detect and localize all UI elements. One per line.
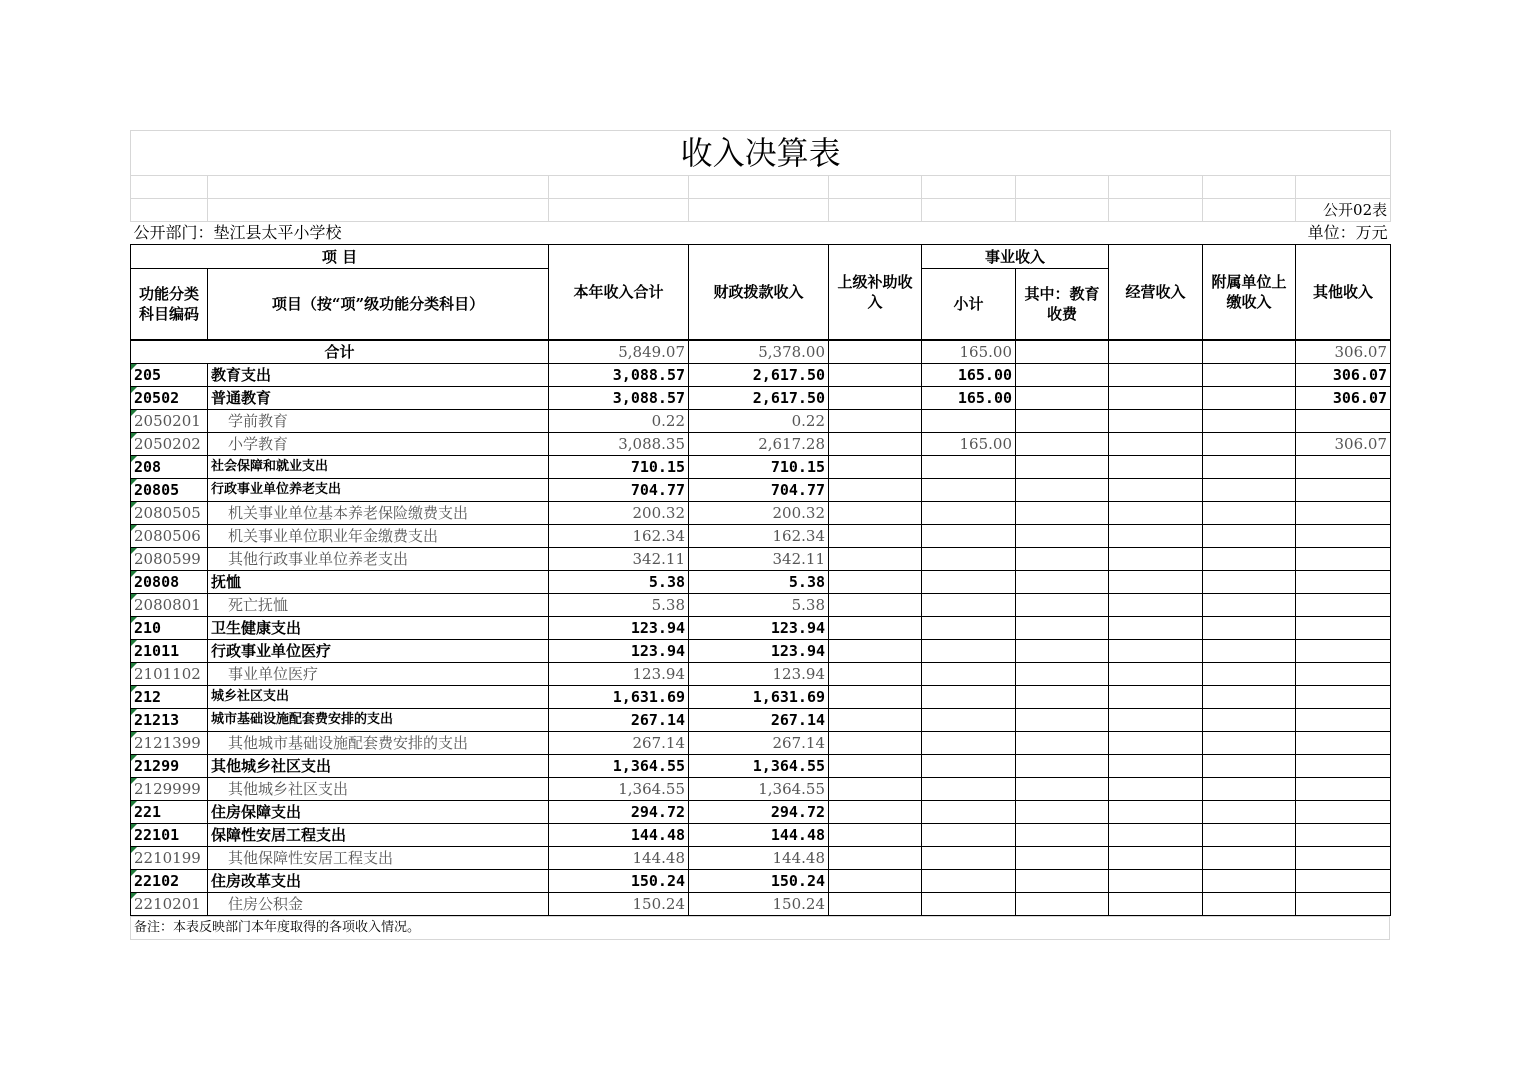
row-operating bbox=[1109, 801, 1203, 824]
row-code: 21011 bbox=[131, 640, 208, 663]
row-edu-fee bbox=[1016, 387, 1109, 410]
row-affiliate bbox=[1203, 548, 1296, 571]
row-edu-fee bbox=[1016, 456, 1109, 479]
header-affiliate: 附属单位上缴收入 bbox=[1203, 245, 1296, 340]
row-total: 267.14 bbox=[549, 709, 689, 732]
row-subtotal bbox=[922, 663, 1016, 686]
row-name: 社会保障和就业支出 bbox=[208, 456, 549, 479]
row-other bbox=[1296, 663, 1391, 686]
row-subtotal bbox=[922, 479, 1016, 502]
row-code: 21299 bbox=[131, 755, 208, 778]
row-name: 卫生健康支出 bbox=[208, 617, 549, 640]
row-superior bbox=[829, 364, 922, 387]
row-fiscal: 5.38 bbox=[689, 571, 829, 594]
header-superior: 上级补助收入 bbox=[829, 245, 922, 340]
row-superior bbox=[829, 387, 922, 410]
row-name: 其他保障性安居工程支出 bbox=[208, 847, 549, 870]
row-name: 住房保障支出 bbox=[208, 801, 549, 824]
unit-label: 单位：万元 bbox=[1307, 223, 1388, 242]
header-name: 项目（按“项”级功能分类科目） bbox=[208, 269, 549, 340]
header-edu-fee: 其中：教育收费 bbox=[1016, 269, 1109, 340]
row-affiliate bbox=[1203, 525, 1296, 548]
row-name: 行政事业单位医疗 bbox=[208, 640, 549, 663]
total-fiscal: 5,378.00 bbox=[689, 341, 829, 364]
row-fiscal: 1,631.69 bbox=[689, 686, 829, 709]
table-row bbox=[131, 663, 1391, 686]
row-operating bbox=[1109, 433, 1203, 456]
row-subtotal bbox=[922, 410, 1016, 433]
table-row bbox=[131, 479, 1391, 502]
table-row bbox=[131, 709, 1391, 732]
row-code: 2050202 bbox=[131, 433, 208, 456]
total-label: 合计 bbox=[131, 341, 549, 364]
row-operating bbox=[1109, 548, 1203, 571]
table-row bbox=[131, 847, 1391, 870]
row-affiliate bbox=[1203, 479, 1296, 502]
row-other bbox=[1296, 893, 1391, 916]
row-fiscal: 144.48 bbox=[689, 847, 829, 870]
row-fiscal: 150.24 bbox=[689, 893, 829, 916]
row-subtotal: 165.00 bbox=[922, 387, 1016, 410]
row-edu-fee bbox=[1016, 893, 1109, 916]
row-name: 教育支出 bbox=[208, 364, 549, 387]
row-affiliate bbox=[1203, 847, 1296, 870]
table-row bbox=[131, 387, 1391, 410]
row-total: 5.38 bbox=[549, 571, 689, 594]
table-header bbox=[130, 244, 1391, 340]
row-code: 2050201 bbox=[131, 410, 208, 433]
row-fiscal: 200.32 bbox=[689, 502, 829, 525]
row-total: 150.24 bbox=[549, 870, 689, 893]
total-row bbox=[131, 341, 1391, 364]
row-affiliate bbox=[1203, 778, 1296, 801]
header-business-group: 事业收入 bbox=[922, 245, 1109, 269]
row-affiliate bbox=[1203, 571, 1296, 594]
row-total: 342.11 bbox=[549, 548, 689, 571]
row-total: 1,364.55 bbox=[549, 755, 689, 778]
row-edu-fee bbox=[1016, 778, 1109, 801]
row-subtotal bbox=[922, 571, 1016, 594]
row-subtotal: 165.00 bbox=[922, 364, 1016, 387]
row-code: 2080506 bbox=[131, 525, 208, 548]
row-affiliate bbox=[1203, 801, 1296, 824]
row-total: 267.14 bbox=[549, 732, 689, 755]
row-fiscal: 162.34 bbox=[689, 525, 829, 548]
row-operating bbox=[1109, 594, 1203, 617]
row-fiscal: 2,617.50 bbox=[689, 387, 829, 410]
row-total: 144.48 bbox=[549, 847, 689, 870]
row-code: 22102 bbox=[131, 870, 208, 893]
row-fiscal: 267.14 bbox=[689, 709, 829, 732]
row-code: 210 bbox=[131, 617, 208, 640]
row-other bbox=[1296, 548, 1391, 571]
form-number-row bbox=[131, 199, 1391, 222]
row-operating bbox=[1109, 824, 1203, 847]
row-affiliate bbox=[1203, 364, 1296, 387]
row-fiscal: 294.72 bbox=[689, 801, 829, 824]
header-other: 其他收入 bbox=[1296, 245, 1391, 340]
total-operating bbox=[1109, 341, 1203, 364]
table-row bbox=[131, 732, 1391, 755]
row-edu-fee bbox=[1016, 640, 1109, 663]
table-row bbox=[131, 456, 1391, 479]
row-total: 1,364.55 bbox=[549, 778, 689, 801]
total-edu-fee bbox=[1016, 341, 1109, 364]
row-edu-fee bbox=[1016, 479, 1109, 502]
row-name: 普通教育 bbox=[208, 387, 549, 410]
row-superior bbox=[829, 640, 922, 663]
row-name: 行政事业单位养老支出 bbox=[208, 479, 549, 502]
income-table bbox=[130, 340, 1391, 916]
row-code: 208 bbox=[131, 456, 208, 479]
header-operating: 经营收入 bbox=[1109, 245, 1203, 340]
row-other bbox=[1296, 824, 1391, 847]
row-superior bbox=[829, 824, 922, 847]
row-other: 306.07 bbox=[1296, 433, 1391, 456]
row-subtotal bbox=[922, 893, 1016, 916]
total-other: 306.07 bbox=[1296, 341, 1391, 364]
row-operating bbox=[1109, 617, 1203, 640]
header-subtotal: 小计 bbox=[922, 269, 1016, 340]
blank-grid-row bbox=[131, 176, 1391, 199]
row-fiscal: 1,364.55 bbox=[689, 778, 829, 801]
row-superior bbox=[829, 801, 922, 824]
row-name: 小学教育 bbox=[208, 433, 549, 456]
row-name: 抚恤 bbox=[208, 571, 549, 594]
row-affiliate bbox=[1203, 410, 1296, 433]
row-edu-fee bbox=[1016, 525, 1109, 548]
row-edu-fee bbox=[1016, 502, 1109, 525]
row-superior bbox=[829, 548, 922, 571]
row-edu-fee bbox=[1016, 617, 1109, 640]
row-total: 1,631.69 bbox=[549, 686, 689, 709]
row-affiliate bbox=[1203, 870, 1296, 893]
table-row bbox=[131, 686, 1391, 709]
table-row bbox=[131, 824, 1391, 847]
row-superior bbox=[829, 732, 922, 755]
row-fiscal: 710.15 bbox=[689, 456, 829, 479]
row-code: 2101102 bbox=[131, 663, 208, 686]
row-operating bbox=[1109, 709, 1203, 732]
row-fiscal: 1,364.55 bbox=[689, 755, 829, 778]
row-superior bbox=[829, 594, 922, 617]
row-operating bbox=[1109, 410, 1203, 433]
row-other bbox=[1296, 709, 1391, 732]
table-row bbox=[131, 594, 1391, 617]
row-total: 294.72 bbox=[549, 801, 689, 824]
row-name: 学前教育 bbox=[208, 410, 549, 433]
department-label: 公开部门：垫江县太平小学校 bbox=[133, 223, 342, 242]
row-name: 机关事业单位基本养老保险缴费支出 bbox=[208, 502, 549, 525]
row-total: 144.48 bbox=[549, 824, 689, 847]
row-subtotal bbox=[922, 640, 1016, 663]
row-other bbox=[1296, 594, 1391, 617]
row-operating bbox=[1109, 686, 1203, 709]
table-row bbox=[131, 433, 1391, 456]
row-subtotal bbox=[922, 686, 1016, 709]
row-other bbox=[1296, 801, 1391, 824]
row-other bbox=[1296, 755, 1391, 778]
row-other bbox=[1296, 870, 1391, 893]
row-affiliate bbox=[1203, 502, 1296, 525]
row-other bbox=[1296, 410, 1391, 433]
row-operating bbox=[1109, 893, 1203, 916]
row-subtotal bbox=[922, 870, 1016, 893]
row-operating bbox=[1109, 755, 1203, 778]
row-edu-fee bbox=[1016, 870, 1109, 893]
row-other bbox=[1296, 479, 1391, 502]
row-subtotal bbox=[922, 456, 1016, 479]
footnote: 备注：本表反映部门本年度取得的各项收入情况。 bbox=[131, 917, 1390, 940]
row-edu-fee bbox=[1016, 571, 1109, 594]
row-superior bbox=[829, 778, 922, 801]
row-name: 住房改革支出 bbox=[208, 870, 549, 893]
row-superior bbox=[829, 479, 922, 502]
row-fiscal: 2,617.28 bbox=[689, 433, 829, 456]
row-other bbox=[1296, 502, 1391, 525]
row-subtotal bbox=[922, 755, 1016, 778]
row-subtotal bbox=[922, 709, 1016, 732]
row-superior bbox=[829, 893, 922, 916]
row-total: 162.34 bbox=[549, 525, 689, 548]
row-code: 2121399 bbox=[131, 732, 208, 755]
row-total: 200.32 bbox=[549, 502, 689, 525]
row-total: 3,088.57 bbox=[549, 387, 689, 410]
row-other bbox=[1296, 571, 1391, 594]
row-operating bbox=[1109, 387, 1203, 410]
row-code: 221 bbox=[131, 801, 208, 824]
row-other bbox=[1296, 686, 1391, 709]
row-name: 城市基础设施配套费安排的支出 bbox=[208, 709, 549, 732]
row-affiliate bbox=[1203, 456, 1296, 479]
table-row bbox=[131, 410, 1391, 433]
row-edu-fee bbox=[1016, 732, 1109, 755]
row-fiscal: 123.94 bbox=[689, 663, 829, 686]
row-name: 住房公积金 bbox=[208, 893, 549, 916]
row-edu-fee bbox=[1016, 548, 1109, 571]
row-code: 20805 bbox=[131, 479, 208, 502]
row-fiscal: 5.38 bbox=[689, 594, 829, 617]
row-edu-fee bbox=[1016, 686, 1109, 709]
row-superior bbox=[829, 525, 922, 548]
row-operating bbox=[1109, 870, 1203, 893]
row-fiscal: 2,617.50 bbox=[689, 364, 829, 387]
row-subtotal bbox=[922, 525, 1016, 548]
row-total: 123.94 bbox=[549, 617, 689, 640]
row-affiliate bbox=[1203, 433, 1296, 456]
row-subtotal bbox=[922, 801, 1016, 824]
row-superior bbox=[829, 433, 922, 456]
row-other bbox=[1296, 847, 1391, 870]
row-other bbox=[1296, 640, 1391, 663]
row-subtotal bbox=[922, 847, 1016, 870]
table-row bbox=[131, 502, 1391, 525]
row-subtotal: 165.00 bbox=[922, 433, 1016, 456]
row-operating bbox=[1109, 778, 1203, 801]
row-operating bbox=[1109, 502, 1203, 525]
row-name: 事业单位医疗 bbox=[208, 663, 549, 686]
row-edu-fee bbox=[1016, 433, 1109, 456]
row-edu-fee bbox=[1016, 410, 1109, 433]
row-total: 5.38 bbox=[549, 594, 689, 617]
total-subtotal: 165.00 bbox=[922, 341, 1016, 364]
page-title: 收入决算表 bbox=[131, 131, 1391, 176]
total-superior bbox=[829, 341, 922, 364]
row-other bbox=[1296, 456, 1391, 479]
row-total: 3,088.35 bbox=[549, 433, 689, 456]
row-name: 其他城市基础设施配套费安排的支出 bbox=[208, 732, 549, 755]
table-row bbox=[131, 617, 1391, 640]
row-code: 20808 bbox=[131, 571, 208, 594]
dept-unit-row bbox=[131, 222, 1391, 245]
row-name: 机关事业单位职业年金缴费支出 bbox=[208, 525, 549, 548]
row-superior bbox=[829, 686, 922, 709]
row-subtotal bbox=[922, 732, 1016, 755]
row-other bbox=[1296, 617, 1391, 640]
row-superior bbox=[829, 456, 922, 479]
row-other: 306.07 bbox=[1296, 387, 1391, 410]
row-code: 2080505 bbox=[131, 502, 208, 525]
row-total: 710.15 bbox=[549, 456, 689, 479]
row-affiliate bbox=[1203, 709, 1296, 732]
row-operating bbox=[1109, 525, 1203, 548]
income-statement-sheet bbox=[130, 130, 1390, 940]
row-edu-fee bbox=[1016, 709, 1109, 732]
table-row bbox=[131, 893, 1391, 916]
row-superior bbox=[829, 410, 922, 433]
row-other bbox=[1296, 778, 1391, 801]
row-edu-fee bbox=[1016, 594, 1109, 617]
row-code: 2080599 bbox=[131, 548, 208, 571]
row-name: 城乡社区支出 bbox=[208, 686, 549, 709]
row-affiliate bbox=[1203, 640, 1296, 663]
row-subtotal bbox=[922, 824, 1016, 847]
total-sum: 5,849.07 bbox=[549, 341, 689, 364]
total-affiliate bbox=[1203, 341, 1296, 364]
row-operating bbox=[1109, 456, 1203, 479]
table-row bbox=[131, 801, 1391, 824]
row-code: 21213 bbox=[131, 709, 208, 732]
row-fiscal: 0.22 bbox=[689, 410, 829, 433]
row-other bbox=[1296, 525, 1391, 548]
row-fiscal: 123.94 bbox=[689, 640, 829, 663]
table-row bbox=[131, 525, 1391, 548]
row-affiliate bbox=[1203, 893, 1296, 916]
row-total: 0.22 bbox=[549, 410, 689, 433]
row-total: 150.24 bbox=[549, 893, 689, 916]
row-subtotal bbox=[922, 502, 1016, 525]
row-affiliate bbox=[1203, 617, 1296, 640]
row-fiscal: 150.24 bbox=[689, 870, 829, 893]
row-name: 其他城乡社区支出 bbox=[208, 778, 549, 801]
row-affiliate bbox=[1203, 594, 1296, 617]
header-project: 项 目 bbox=[131, 245, 549, 269]
row-superior bbox=[829, 709, 922, 732]
row-subtotal bbox=[922, 548, 1016, 571]
row-name: 其他城乡社区支出 bbox=[208, 755, 549, 778]
row-affiliate bbox=[1203, 387, 1296, 410]
row-fiscal: 704.77 bbox=[689, 479, 829, 502]
row-fiscal: 123.94 bbox=[689, 617, 829, 640]
row-fiscal: 144.48 bbox=[689, 824, 829, 847]
row-total: 123.94 bbox=[549, 663, 689, 686]
row-subtotal bbox=[922, 617, 1016, 640]
row-operating bbox=[1109, 732, 1203, 755]
row-affiliate bbox=[1203, 755, 1296, 778]
row-subtotal bbox=[922, 594, 1016, 617]
row-affiliate bbox=[1203, 663, 1296, 686]
row-operating bbox=[1109, 640, 1203, 663]
form-number: 公开02表 bbox=[1296, 199, 1391, 222]
table-row bbox=[131, 640, 1391, 663]
row-subtotal bbox=[922, 778, 1016, 801]
row-edu-fee bbox=[1016, 755, 1109, 778]
row-other: 306.07 bbox=[1296, 364, 1391, 387]
row-code: 20502 bbox=[131, 387, 208, 410]
table-row bbox=[131, 755, 1391, 778]
row-edu-fee bbox=[1016, 824, 1109, 847]
row-operating bbox=[1109, 479, 1203, 502]
row-total: 123.94 bbox=[549, 640, 689, 663]
row-superior bbox=[829, 755, 922, 778]
row-name: 保障性安居工程支出 bbox=[208, 824, 549, 847]
row-operating bbox=[1109, 663, 1203, 686]
row-edu-fee bbox=[1016, 364, 1109, 387]
header-code: 功能分类科目编码 bbox=[131, 269, 208, 340]
table-row bbox=[131, 571, 1391, 594]
row-code: 212 bbox=[131, 686, 208, 709]
table-row bbox=[131, 364, 1391, 387]
row-superior bbox=[829, 663, 922, 686]
row-code: 205 bbox=[131, 364, 208, 387]
row-name: 其他行政事业单位养老支出 bbox=[208, 548, 549, 571]
row-code: 2129999 bbox=[131, 778, 208, 801]
row-superior bbox=[829, 502, 922, 525]
row-fiscal: 342.11 bbox=[689, 548, 829, 571]
row-edu-fee bbox=[1016, 801, 1109, 824]
row-affiliate bbox=[1203, 686, 1296, 709]
row-name: 死亡抚恤 bbox=[208, 594, 549, 617]
header-total: 本年收入合计 bbox=[549, 245, 689, 340]
row-code: 2210201 bbox=[131, 893, 208, 916]
row-fiscal: 267.14 bbox=[689, 732, 829, 755]
row-code: 22101 bbox=[131, 824, 208, 847]
row-superior bbox=[829, 571, 922, 594]
table-row bbox=[131, 870, 1391, 893]
row-code: 2080801 bbox=[131, 594, 208, 617]
row-edu-fee bbox=[1016, 663, 1109, 686]
row-total: 3,088.57 bbox=[549, 364, 689, 387]
table-row bbox=[131, 778, 1391, 801]
row-code: 2210199 bbox=[131, 847, 208, 870]
row-operating bbox=[1109, 364, 1203, 387]
row-edu-fee bbox=[1016, 847, 1109, 870]
row-affiliate bbox=[1203, 824, 1296, 847]
row-superior bbox=[829, 617, 922, 640]
row-operating bbox=[1109, 571, 1203, 594]
header-fiscal: 财政拨款收入 bbox=[689, 245, 829, 340]
row-total: 704.77 bbox=[549, 479, 689, 502]
row-superior bbox=[829, 847, 922, 870]
row-affiliate bbox=[1203, 732, 1296, 755]
row-superior bbox=[829, 870, 922, 893]
row-other bbox=[1296, 732, 1391, 755]
row-operating bbox=[1109, 847, 1203, 870]
table-row bbox=[131, 548, 1391, 571]
